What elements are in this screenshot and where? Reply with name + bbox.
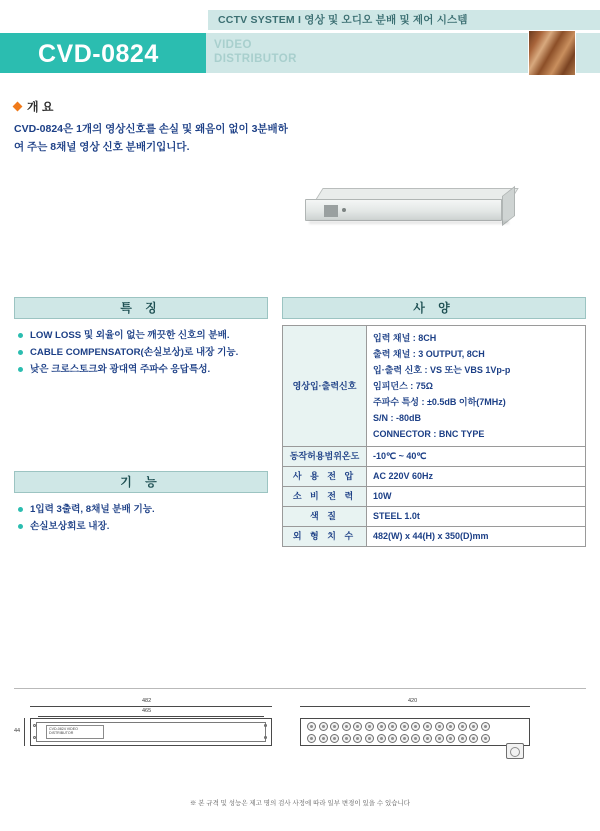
bnc-connector-icon <box>330 734 339 743</box>
features-list <box>18 327 268 378</box>
bnc-connector-icon <box>411 722 420 731</box>
product-shadow <box>309 221 509 224</box>
spec-value: 임피던스 : 75Ω <box>373 381 434 391</box>
rear-panel-outline <box>300 718 530 746</box>
spec-label: 색 질 <box>283 507 367 527</box>
product-photo <box>305 188 520 243</box>
rack-screw-hole-icon <box>33 724 36 727</box>
header-category-text: CCTV SYSTEM I 영상 및 오디오 분배 및 제어 시스템 <box>218 14 468 26</box>
table-row <box>283 467 586 487</box>
front-panel-nameplate: CVD-0824 VIDEO DISTRIBUTOR <box>46 725 104 739</box>
front-dim-inner-line <box>38 716 264 717</box>
bnc-connector-icon <box>469 734 478 743</box>
spec-value: 입·출력 신호 : VS 또는 VBS 1Vp-p <box>373 365 511 375</box>
bnc-connector-icon <box>458 722 467 731</box>
spec-value: STEEL 1.0t <box>367 507 586 527</box>
bnc-connector-icon <box>365 734 374 743</box>
spec-value: 482(W) x 44(H) x 350(D)mm <box>367 527 586 547</box>
list-item: 1입력 3출력, 8채널 분배 기능. <box>18 501 268 518</box>
spec-label: 외 형 치 수 <box>283 527 367 547</box>
bnc-connector-icon <box>458 734 467 743</box>
rack-screw-hole-icon <box>264 736 267 739</box>
bnc-connector-icon <box>435 734 444 743</box>
drawings-divider <box>14 688 586 689</box>
functions-panel-header: 기 능 <box>14 471 268 493</box>
header-subtitle-line2: DISTRIBUTOR <box>214 53 297 65</box>
bnc-connector-icon <box>388 734 397 743</box>
spec-label: 사 용 전 압 <box>283 467 367 487</box>
footnote-text: ※ 본 규격 및 성능은 제고 명의 검사 사정에 따라 일부 변경이 있을 수 있습니다 <box>189 800 411 807</box>
bnc-connector-icon <box>307 722 316 731</box>
spec-value: AC 220V 60Hz <box>367 467 586 487</box>
front-dim-side: 44 <box>14 728 21 734</box>
rear-dim-top: 420 <box>408 698 418 704</box>
spec-panel-header: 사 양 <box>282 297 586 319</box>
bnc-connector-icon <box>388 722 397 731</box>
rack-screw-hole-icon <box>264 724 267 727</box>
bnc-connector-icon <box>342 734 351 743</box>
spec-value: 입력 채널 : 8CH <box>373 333 437 343</box>
spec-label: 동작허용범위온도 <box>283 447 367 467</box>
front-dim-inner: 465 <box>142 708 152 714</box>
bnc-connector-icon <box>342 722 351 731</box>
features-panel-header: 특 징 <box>14 297 268 319</box>
bnc-connector-icon <box>353 722 362 731</box>
bnc-connector-icon <box>365 722 374 731</box>
bnc-connector-icon <box>446 722 455 731</box>
overview-heading <box>14 98 54 115</box>
list-item: LOW LOSS 및 외율이 없는 깨끗한 신호의 분배. <box>18 327 268 344</box>
spec-value-group <box>367 326 586 447</box>
table-row <box>283 326 586 447</box>
rack-screw-hole-icon <box>33 736 36 739</box>
bnc-connector-icon <box>469 722 478 731</box>
rear-dim-top-line <box>300 706 530 707</box>
bnc-connector-icon <box>400 722 409 731</box>
bnc-connector-icon <box>481 734 490 743</box>
overview-heading-label: 개 요 <box>27 100 54 114</box>
page-title: CVD-0824 <box>38 40 159 68</box>
bnc-connector-icon <box>446 734 455 743</box>
overview-body-text: CVD-0824은 1개의 영상신호를 손실 및 왜음이 없이 3분배하여 주는 8채널 영상 신호 분배기입니다. <box>14 123 288 153</box>
diamond-bullet-icon <box>13 102 23 112</box>
table-row <box>283 527 586 547</box>
spec-table <box>282 325 586 547</box>
spec-value: CONNECTOR : BNC TYPE <box>373 429 485 439</box>
table-row <box>283 447 586 467</box>
spec-value: 10W <box>367 487 586 507</box>
bnc-connector-icon <box>400 734 409 743</box>
bnc-connector-row-top <box>307 722 490 731</box>
bnc-connector-icon <box>423 722 432 731</box>
spec-value: 출력 채널 : 3 OUTPUT, 8CH <box>373 349 485 359</box>
power-inlet-icon <box>506 743 524 759</box>
bnc-connector-icon <box>377 734 386 743</box>
rear-view-drawing <box>300 700 560 750</box>
front-view-drawing <box>14 698 280 750</box>
product-power-led <box>342 208 346 212</box>
header-decorative-photo <box>528 30 576 76</box>
table-row <box>283 487 586 507</box>
bnc-connector-icon <box>411 734 420 743</box>
spec-value: -10℃ ~ 40℃ <box>367 447 586 467</box>
spec-value: S/N : -80dB <box>373 413 422 423</box>
bnc-connector-icon <box>481 722 490 731</box>
functions-list <box>18 501 268 535</box>
bnc-connector-icon <box>377 722 386 731</box>
list-item: 손실보상회로 내장. <box>18 518 268 535</box>
header-subtitle <box>214 38 297 66</box>
bnc-connector-row-bottom <box>307 734 490 743</box>
bnc-connector-icon <box>319 734 328 743</box>
product-front-label <box>324 205 338 217</box>
bnc-connector-icon <box>423 734 432 743</box>
list-item: 낮은 크로스토크와 광대역 주파수 응답특성. <box>18 361 268 378</box>
bnc-connector-icon <box>353 734 362 743</box>
spec-value: 주파수 특성 : ±0.5dB 이하(7MHz) <box>373 397 506 407</box>
front-dim-top-line <box>30 706 272 707</box>
front-dim-side-line <box>24 718 25 746</box>
page-header <box>0 0 600 88</box>
bnc-connector-icon <box>435 722 444 731</box>
front-dim-top: 482 <box>142 698 152 704</box>
list-item: CABLE COMPENSATOR(손실보상)로 내장 기능. <box>18 344 268 361</box>
bnc-connector-icon <box>330 722 339 731</box>
product-front-panel <box>305 199 502 221</box>
spec-label: 영상입·출력신호 <box>283 326 367 447</box>
header-subtitle-line1: VIDEO <box>214 39 252 51</box>
bnc-connector-icon <box>307 734 316 743</box>
table-row <box>283 507 586 527</box>
spec-label: 소 비 전 력 <box>283 487 367 507</box>
bnc-connector-icon <box>319 722 328 731</box>
